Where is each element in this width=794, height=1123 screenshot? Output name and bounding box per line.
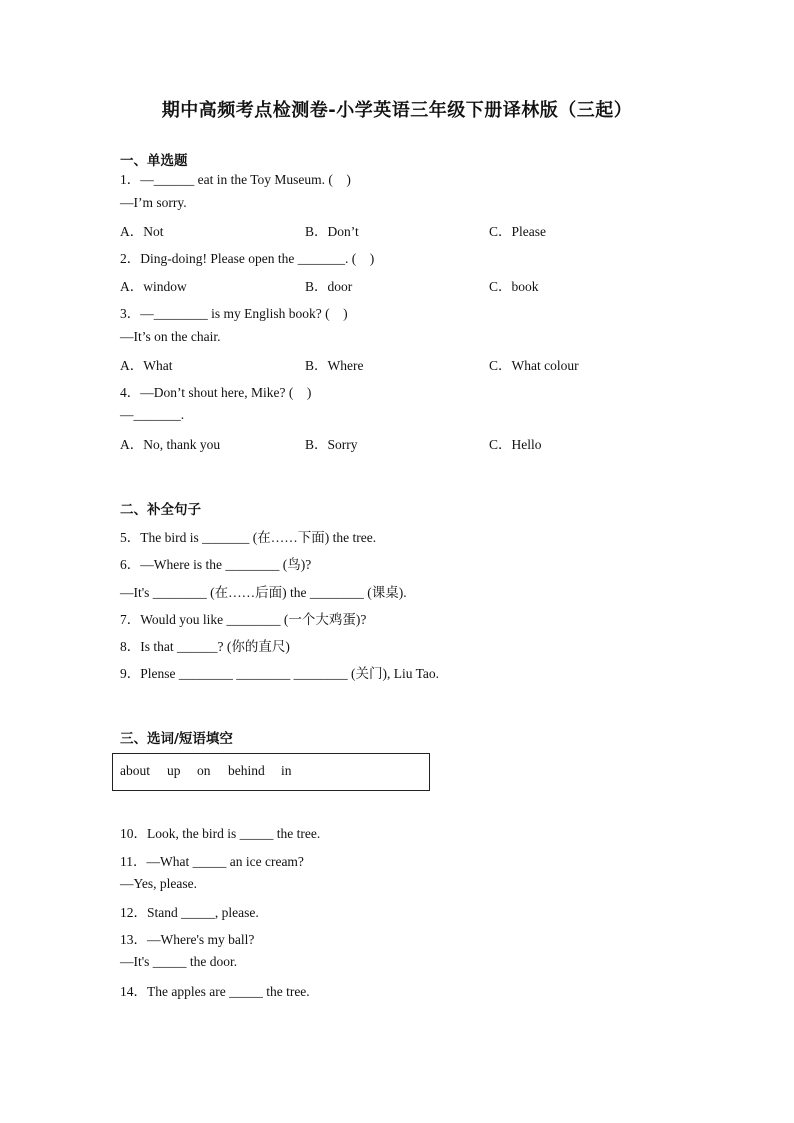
question-6-line-2: —It's ________ (在……后面) the ________ (课桌). xyxy=(120,585,407,600)
question-1-reply: —I’m sorry. xyxy=(120,195,187,210)
question-11-line-1: 11．—What _____ an ice cream? xyxy=(120,854,304,869)
word-bank-box xyxy=(112,753,430,791)
question-1-option-a: A．Not xyxy=(120,224,164,239)
section-heading-single-choice: 一、单选题 xyxy=(120,153,188,169)
question-13-line-1: 13．—Where's my ball? xyxy=(120,932,255,947)
question-10: 10．Look, the bird is _____ the tree. xyxy=(120,826,321,841)
word-bank-word: up xyxy=(167,763,181,778)
question-14: 14．The apples are _____ the tree. xyxy=(120,984,310,999)
question-2-stem: 2．Ding-doing! Please open the _______. ( ) xyxy=(120,251,375,266)
question-6-line-1: 6．—Where is the ________ (鸟)? xyxy=(120,557,312,572)
question-7: 7．Would you like ________ (一个大鸡蛋)? xyxy=(120,612,367,627)
question-4-stem: 4．—Don’t shout here, Mike? ( ) xyxy=(120,385,312,400)
question-11-line-2: —Yes, please. xyxy=(120,876,197,891)
question-4-option-a: A．No, thank you xyxy=(120,437,221,452)
question-12: 12．Stand _____, please. xyxy=(120,905,259,920)
question-9: 9．Plense ________ ________ ________ (关门), Liu Tao. xyxy=(120,666,440,681)
question-3-option-b: B．Where xyxy=(305,358,364,373)
question-2-option-c: C．book xyxy=(489,279,539,294)
question-4-option-c: C．Hello xyxy=(489,437,542,452)
question-3-option-a: A．What xyxy=(120,358,173,373)
question-2-option-a: A．window xyxy=(120,279,187,294)
question-1-option-b: B．Don’t xyxy=(305,224,359,239)
question-4-option-b: B．Sorry xyxy=(305,437,358,452)
page-title: 期中高频考点检测卷-小学英语三年级下册译林版（三起） xyxy=(161,100,633,121)
question-2-option-b: B．door xyxy=(305,279,353,294)
question-4-reply: —_______. xyxy=(120,407,185,422)
word-bank-word: on xyxy=(197,763,211,778)
question-3-option-c: C．What colour xyxy=(489,358,579,373)
question-3-stem: 3．—________ is my English book? ( ) xyxy=(120,306,348,321)
question-1-option-c: C．Please xyxy=(489,224,546,239)
section-heading-complete-sentences: 二、补全句子 xyxy=(120,502,201,518)
question-13-line-2: —It's _____ the door. xyxy=(120,954,238,969)
section-heading-word-fill: 三、选词/短语填空 xyxy=(120,731,233,747)
word-bank-word: about xyxy=(120,763,150,778)
question-3-reply: —It’s on the chair. xyxy=(120,329,221,344)
word-bank-word: behind xyxy=(228,763,265,778)
question-5: 5．The bird is _______ (在……下面) the tree. xyxy=(120,530,377,545)
question-1-stem: 1．—______ eat in the Toy Museum. ( ) xyxy=(120,172,351,187)
question-8: 8．Is that ______? (你的直尺) xyxy=(120,639,290,654)
word-bank-word: in xyxy=(281,763,292,778)
